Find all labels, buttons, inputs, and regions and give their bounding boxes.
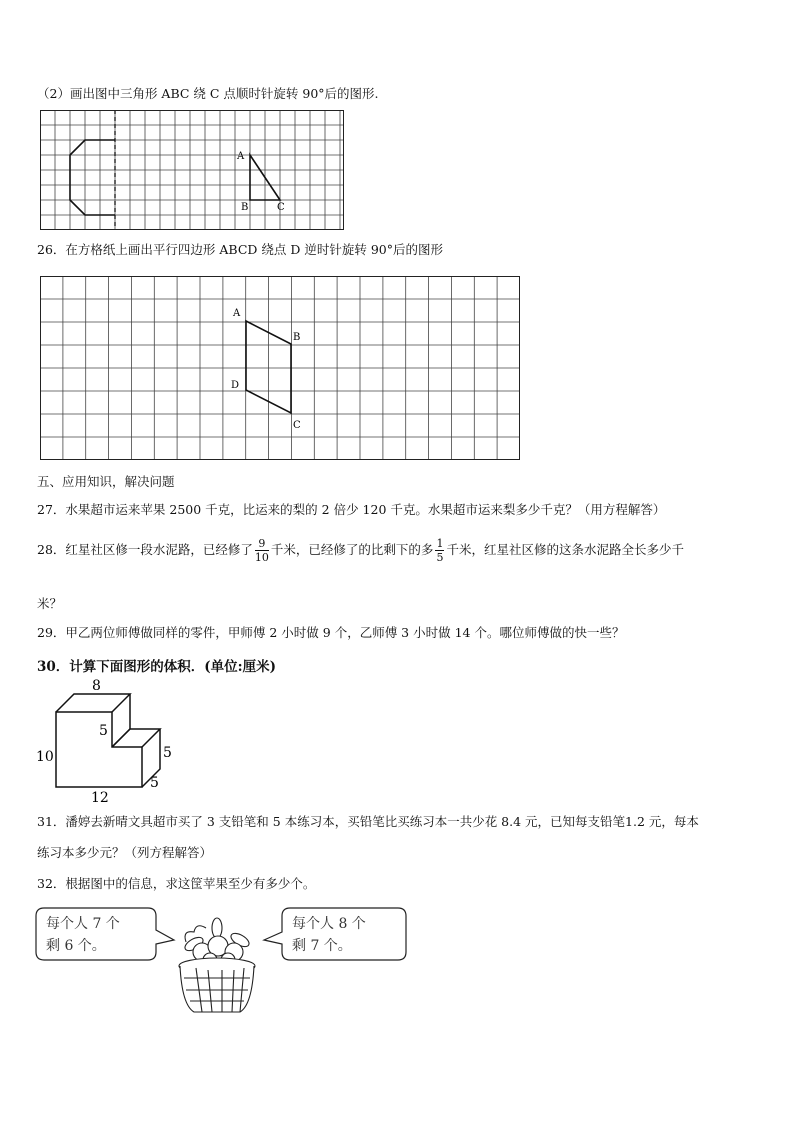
label-a: A (233, 308, 241, 319)
question-25-2: （2）画出图中三角形 ABC 绕 C 点顺时针旋转 90°后的图形. (37, 86, 379, 101)
question-28 (37, 537, 684, 564)
q28-part1: 28．红星社区修一段水泥路，已经修了 (37, 542, 253, 557)
octagon-half-shape (70, 140, 115, 215)
label-a: A (237, 151, 245, 162)
question-31-line2: 练习本多少元？（列方程解答） (37, 845, 213, 860)
q28-part2: 千米，已经修了的比剩下的多 (270, 542, 434, 557)
dim-top: 8 (92, 678, 101, 694)
bubble-left-line2: 剩 6 个。 (46, 938, 106, 954)
question-30: 30．计算下面图形的体积．(单位:厘米) (37, 659, 277, 675)
fraction-1-5: $\frac{1}{5}$ (436, 537, 444, 564)
label-d: D (231, 380, 240, 391)
dim-right: 5 (163, 745, 172, 761)
question-31-line1: 31．潘婷去新晴文具超市买了 3 支铅笔和 5 本练习本，买铅笔比买练习本一共少花 8.4 元，已知每支铅笔1.2 元，每本 (37, 814, 699, 829)
question-29: 29．甲乙两位师傅做同样的零件，甲师傅 2 小时做 9 个，乙师傅 3 小时做 14 个。哪位师傅做的快一些？ (37, 625, 625, 640)
grid-figure-2 (40, 276, 520, 460)
question-26: 26．在方格纸上画出平行四边形 ABCD 绕点 D 逆时针旋转 90°后的图形 (37, 242, 443, 257)
label-c: C (293, 420, 301, 431)
label-c: C (277, 202, 285, 213)
bubble-left-line1: 每个人 7 个 (46, 916, 120, 932)
question-28-cont: 米？ (37, 596, 63, 611)
q28-part3: 千米，红星社区修的这条水泥路全长多少千 (446, 542, 684, 557)
fraction-9-10: $\frac{9}{10}$ (254, 537, 269, 564)
question-32: 32．根据图中的信息，求这筐苹果至少有多少个。 (37, 876, 316, 891)
grid-figure-1 (40, 110, 344, 230)
dim-depth: 5 (150, 775, 159, 791)
bubble-right-line2: 剩 7 个。 (292, 938, 352, 954)
label-b: B (241, 202, 249, 213)
dim-bottom: 12 (91, 790, 109, 805)
dim-inner: 5 (99, 723, 108, 739)
solid-figure (30, 675, 190, 805)
section-5-title: 五、应用知识，解决问题 (37, 474, 175, 489)
dim-left: 10 (36, 749, 54, 765)
apple-basket-illustration (34, 900, 414, 1025)
bubble-right-line1: 每个人 8 个 (292, 916, 366, 932)
label-b: B (293, 332, 301, 343)
basket-icon (179, 918, 255, 1012)
question-27: 27．水果超市运来苹果 2500 千克，比运来的梨的 2 倍少 120 千克。水果超市运来梨多少千克？（用方程解答） (37, 502, 666, 517)
